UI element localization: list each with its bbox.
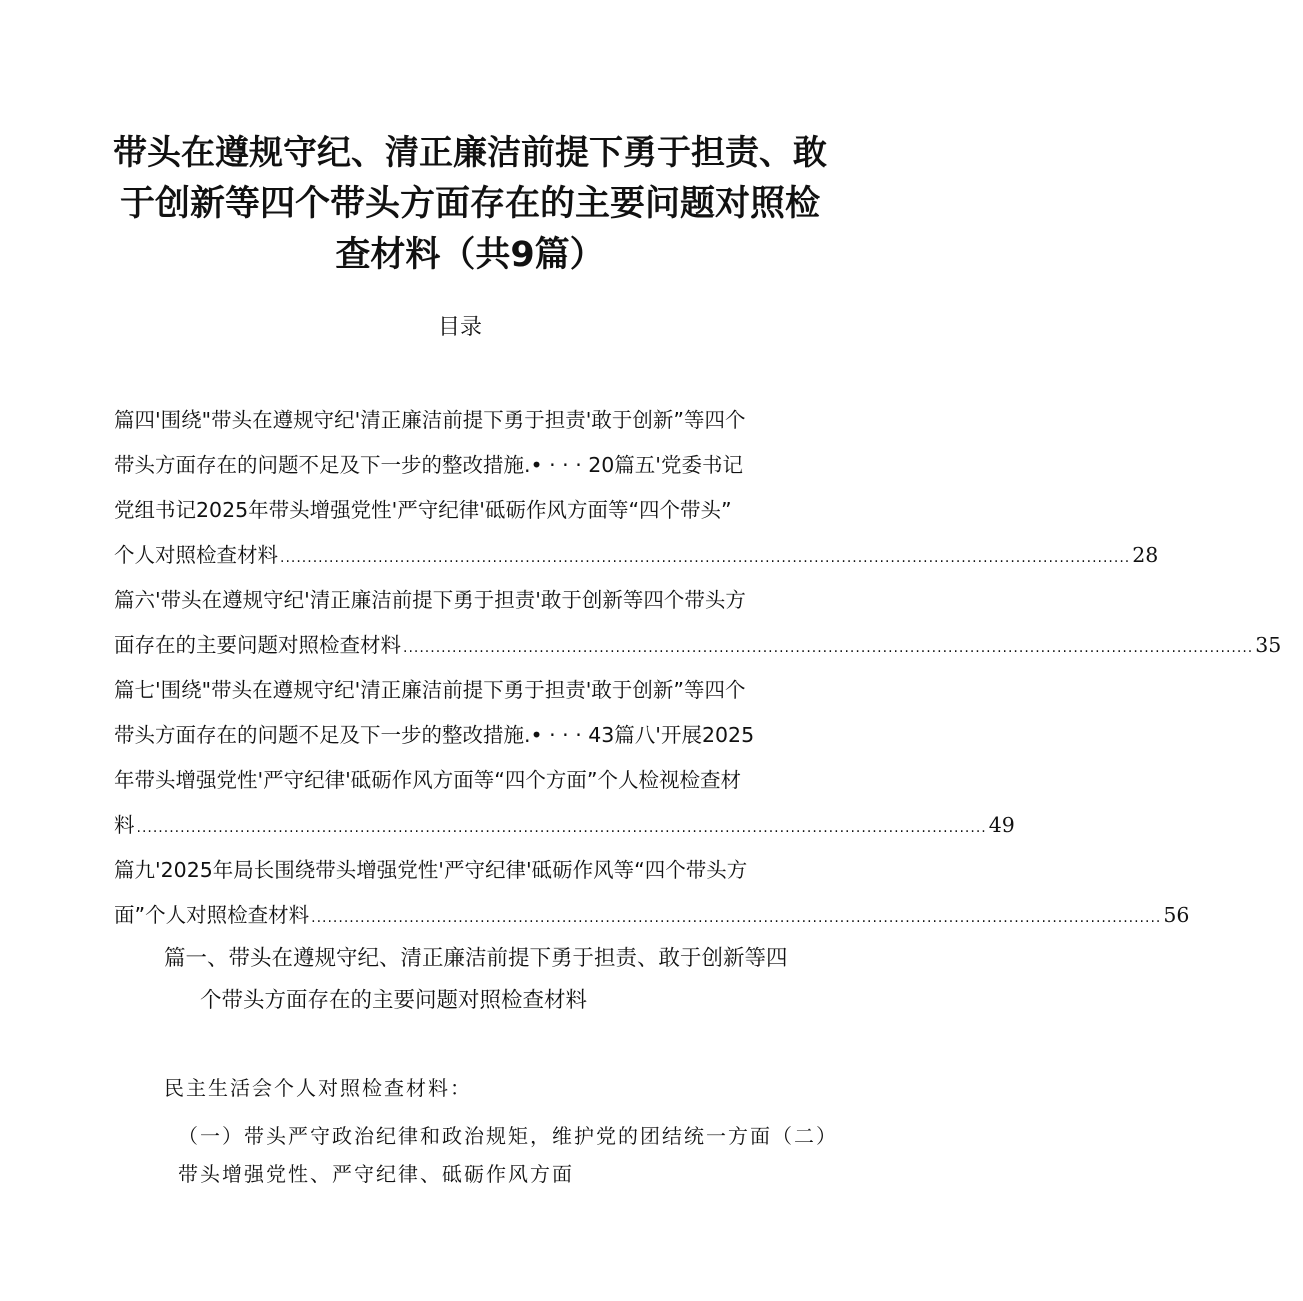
document-title bbox=[110, 128, 830, 281]
toc-line-text: 个人对照检查材料 bbox=[114, 543, 278, 567]
toc-line bbox=[114, 713, 834, 758]
toc-line-text: 面存在的主要问题对照检查材料 bbox=[114, 633, 401, 657]
toc-line bbox=[114, 758, 834, 803]
toc-line bbox=[114, 848, 834, 893]
title-line-1: 带头在遵规守纪、清正廉洁前提下勇于担责、敢 bbox=[113, 133, 827, 173]
toc-leader-dots: ............................................................................................................................................................ bbox=[403, 640, 1254, 656]
toc-page-number: 49 bbox=[988, 813, 1015, 837]
toc-line bbox=[114, 578, 834, 623]
toc-line bbox=[114, 893, 1190, 938]
toc-line-text: 篇九'2025年局长围绕带头增强党性'严守纪律'砥砺作风等“四个带头方 bbox=[114, 858, 748, 882]
toc-leader-dots: ............................................................................................................................................................ bbox=[311, 910, 1162, 926]
body-paragraph: 带头增强党性、严守纪律、砥砺作风方面 bbox=[178, 1162, 574, 1186]
toc-line-text: 年带头增强党性'严守纪律'砥砺作风方面等“四个方面”个人检视检查材 bbox=[114, 768, 742, 792]
toc-line bbox=[114, 623, 1282, 668]
toc-line-text: 篇四'围绕"带头在遵规守纪'清正廉洁前提下勇于担责'敢于创新”等四个 bbox=[114, 408, 746, 432]
body-paragraph: （一）带头严守政治纪律和政治规矩，维护党的团结统一方面（二） bbox=[178, 1124, 838, 1148]
body-paragraph: 民主生活会个人对照检查材料： bbox=[164, 1076, 472, 1100]
section-title-line-2: 个带头方面存在的主要问题对照检查材料 bbox=[200, 988, 588, 1013]
toc-page-number: 28 bbox=[1132, 543, 1159, 567]
table-of-contents bbox=[114, 398, 1282, 938]
toc-line bbox=[114, 803, 1015, 848]
toc-leader-dots: ............................................................................................................................................................ bbox=[136, 820, 987, 836]
title-line-2: 于创新等四个带头方面存在的主要问题对照检 bbox=[119, 184, 820, 224]
section-title-line-1: 篇一、带头在遵规守纪、清正廉洁前提下勇于担责、敢于创新等四 bbox=[164, 946, 788, 971]
toc-page-number: 35 bbox=[1255, 633, 1282, 657]
toc-line-text: 党组书记2025年带头增强党性'严守纪律'砥砺作风方面等“四个带头” bbox=[114, 498, 732, 522]
toc-line-text: 篇七'围绕"带头在遵规守纪'清正廉洁前提下勇于担责'敢于创新”等四个 bbox=[114, 678, 746, 702]
toc-page-number: 56 bbox=[1163, 903, 1190, 927]
toc-line-text: 带头方面存在的问题不足及下一步的整改措施.• · · · 20篇五'党委书记 bbox=[114, 453, 743, 477]
toc-line bbox=[114, 488, 834, 533]
toc-line bbox=[114, 398, 834, 443]
toc-heading: 目录 bbox=[437, 315, 482, 340]
toc-line-text: 料 bbox=[114, 813, 135, 837]
toc-line-text: 面”个人对照检查材料 bbox=[114, 903, 310, 927]
toc-line bbox=[114, 668, 834, 713]
toc-line-text: 篇六'带头在遵规守纪'清正廉洁前提下勇于担责'敢于创新等四个带头方 bbox=[114, 588, 746, 612]
section-title bbox=[164, 938, 844, 1022]
title-line-3: 查材料（共9篇） bbox=[335, 235, 605, 275]
toc-line-text: 带头方面存在的问题不足及下一步的整改措施.• · · · 43篇八'开展2025 bbox=[114, 723, 755, 747]
toc-leader-dots: ............................................................................................................................................................ bbox=[280, 550, 1131, 566]
toc-line bbox=[114, 533, 1159, 578]
toc-line bbox=[114, 443, 834, 488]
